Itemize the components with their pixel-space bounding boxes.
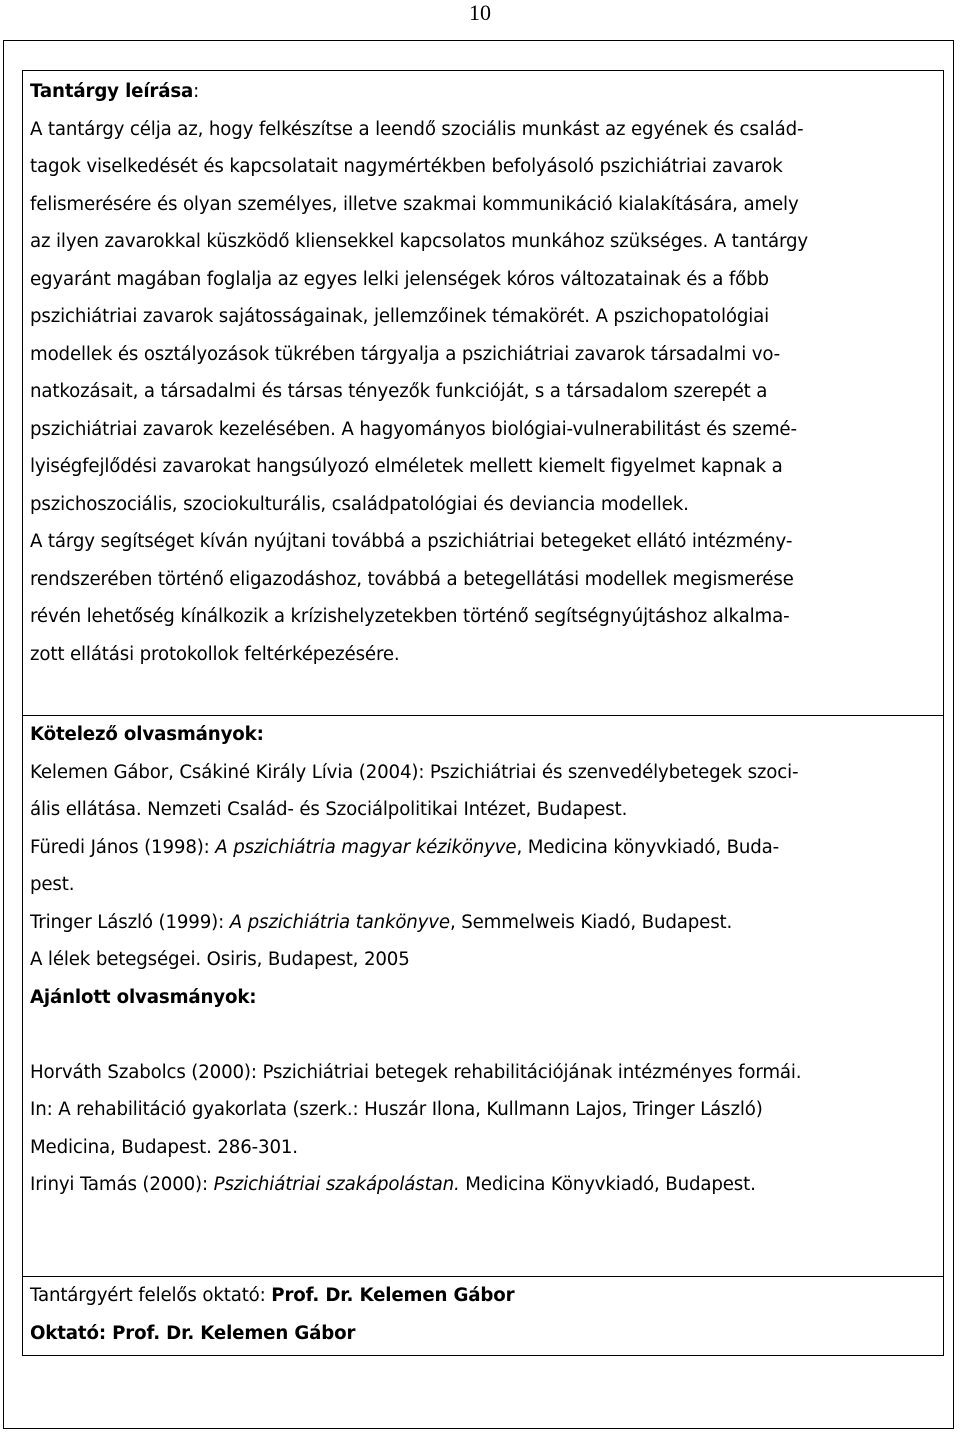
description-line: lyiségfejlődési zavarokat hangsúlyozó elméletek mellett kiemelt figyelmet kapnak a [30,456,783,477]
required-ref-3 [30,904,936,942]
description-line: pszichiátriai zavarok kezelésében. A hagyományos biológiai-vulnerabilitást és szemé- [30,418,797,440]
reading-list-section [22,715,944,1277]
required-ref-3-title: A pszichiátria tankönyve [229,911,450,933]
description-line: az ilyen zavarokkal küszködő kliensekkel kapcsolatos munkához szükséges. A tantárgy [30,231,808,252]
description-line: natkozásait, a társadalmi és társas tényezők funkcióját, s a társadalom szerepét a [30,381,768,402]
description-line: tagok viselkedését és kapcsolatait nagymértékben befolyásoló pszichiátriai zavarok [30,156,783,177]
course-description-section [22,70,944,716]
required-ref-2 [30,829,936,867]
description-line: A tantárgy célja az, hogy felkészítse a leendő szociális munkást az egyének és család- [30,118,804,140]
description-line: modellek és osztályozások tükrében tárgyalja a pszichiátriai zavarok társadalmi vo- [30,343,781,365]
spacer [30,1016,936,1054]
recommended-ref-2-title: Pszichiátriai szakápolástan. [213,1174,460,1195]
recommended-ref-1-line-1: Horváth Szabolcs (2000): Pszichiátriai betegek rehabilitációjának intézményes formái. [30,1061,802,1083]
description-heading-text: Tantárgy leírása [30,81,194,102]
responsible-teacher [30,1277,936,1315]
required-reading-heading: Kötelező olvasmányok: [30,724,264,745]
description-line: A tárgy segítséget kíván nyújtani továbbá a pszichiátriai betegeket ellátó intézmény- [30,531,793,552]
recommended-ref-1-line-2: In: A rehabilitáció gyakorlata (szerk.: Huszár Ilona, Kullmann Lajos, Tringer László) [30,1099,763,1120]
recommended-ref-2-author: Irinyi Tamás (2000): [30,1174,214,1195]
recommended-ref-2-publisher: Medicina Könyvkiadó, Budapest. [459,1174,756,1195]
required-ref-1-line-2: ális ellátása. Nemzeti Család- és Szociálpolitikai Intézet, Budapest. [30,799,628,820]
description-line: rendszerében történő eligazodáshoz, továbbá a betegellátási modellek megismerése [30,568,794,590]
required-ref-2-publisher: , Medicina könyvkiadó, Buda- [516,836,780,858]
teacher-name: Prof. Dr. Kelemen Gábor [112,1322,356,1344]
description-line: révén lehetőség kínálkozik a krízishelyzetekben történő segítségnyújtáshoz alkalma- [30,606,790,627]
teacher-label: Oktató: [30,1322,113,1344]
responsible-teacher-label: Tantárgyért felelős oktató: [30,1285,272,1306]
description-heading [30,73,936,111]
description-heading-colon: : [193,81,200,102]
required-ref-3-publisher: , Semmelweis Kiadó, Budapest. [449,911,733,933]
required-ref-2-line-2: pest. [30,874,75,895]
description-line: pszichiátriai zavarok sajátosságainak, jellemzőinek témakörét. A pszichopatológiai [30,306,770,327]
required-ref-1-line-1: Kelemen Gábor, Csákiné Király Lívia (2004): Pszichiátriai és szenvedélybetegek szoci- [30,761,799,783]
teacher-section [22,1276,944,1356]
teacher [30,1315,936,1353]
required-ref-4: A lélek betegségei. Osiris, Budapest, 2005 [30,949,410,970]
recommended-ref-2 [30,1166,936,1204]
recommended-ref-1-line-3: Medicina, Budapest. 286-301. [30,1136,298,1158]
description-line: zott ellátási protokollok feltérképezésére. [30,643,400,665]
required-ref-2-author: Füredi János (1998): [30,836,216,858]
description-line: pszichoszociális, szociokulturális, családpatológiai és deviancia modellek. [30,493,689,515]
required-ref-2-title: A pszichiátria magyar kézikönyve [215,836,517,858]
required-ref-3-author: Tringer László (1999): [30,911,230,933]
description-line: felismerésére és olyan személyes, illetve szakmai kommunikáció kialakítására, amely [30,193,799,215]
page-number: 10 [469,0,491,25]
description-line: egyaránt magában foglalja az egyes lelki jelenségek kóros változatainak és a főbb [30,268,769,290]
responsible-teacher-name: Prof. Dr. Kelemen Gábor [271,1285,515,1306]
recommended-reading-heading: Ajánlott olvasmányok: [30,986,257,1008]
